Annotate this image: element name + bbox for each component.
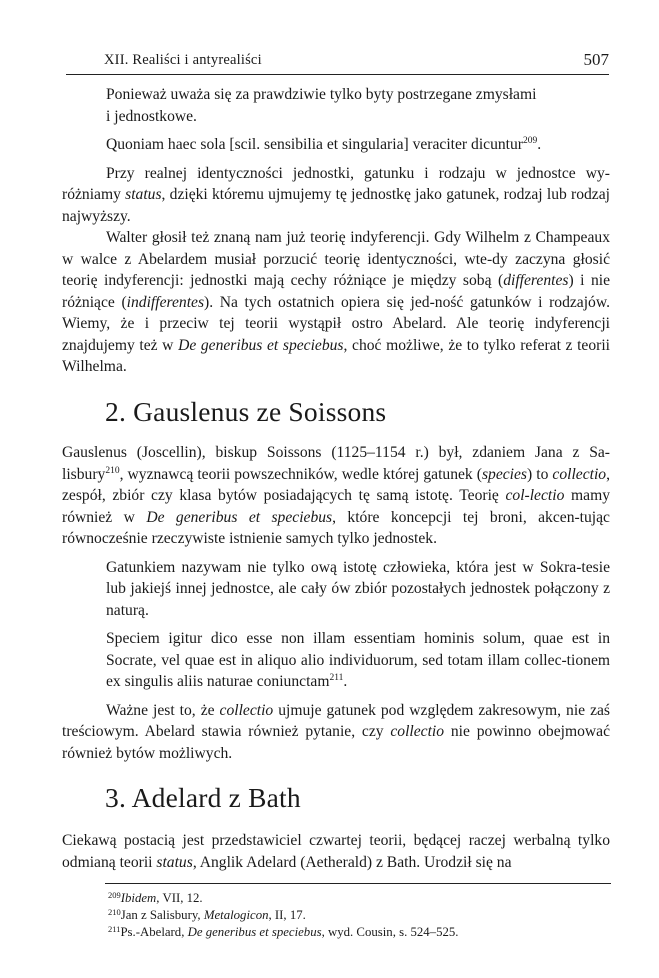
- footnote-ref-211[interactable]: 211: [329, 673, 344, 683]
- footnote-divider: [105, 883, 611, 884]
- quote-polish: Ponieważ uważa się za prawdziwie tylko byty postrzegane zmysłami i jednostkowe.: [106, 86, 537, 125]
- running-header: [66, 50, 609, 75]
- text-block-gauslenus: [62, 442, 610, 764]
- quote-latin-speciem: Speciem igitur dico esse non illam essentiam hominis solum, quae est in Socrate, vel quae est in aliquo alio individuorum, sed totam illam collec-tionem ex singulis aliis naturae coniunctam$^{211}$.: [106, 630, 610, 690]
- paragraph-status: Przy realnej identyczności jednostki, gatunku i rodzaju w jednostce wy-różniamy status, dzięki któremu ujmujemy tę jednostkę jako gatunek, rodzaj lub rodzaj najwyższy.: [62, 164, 610, 225]
- quote-polish-gatunek: Gatunkiem nazywam nie tylko ową istotę człowieka, która jest w Sokra-tesie lub jakiejś innej jednostce, ale cały ów zbiór pozostałych jednostek połączony z naturą.: [106, 558, 610, 619]
- footnote-ref-209[interactable]: 209: [523, 136, 538, 146]
- paragraph-indifference: Walter głosił też znaną nam już teorię indyferencji. Gdy Wilhelm z Champeaux w walce z Abelardem musiał porzucić teorię identyczności, wte-dy zaczyna głosić teorię indyferencji: jednostki mają cechy różniące je między sobą (differentes) i nie różniące (indifferentes). Na tych ostatnich opiera się jed-ność gatunków i rodzajów. Wiemy, że i przeciw tej teorii wystąpił ostro Abelard. Ale teorię indyferencji znajdujemy też w De generibus et speciebus, choć możliwe, że to tylko referat z teorii Wilhelma.: [62, 229, 611, 375]
- paragraph-collectio: Ważne jest to, że collectio ujmuje gatunek pod względem zakresowym, nie zaś treściowym. Abelard stawia również pytanie, czy collectio nie powinno obejmować również bytów możliwych.: [62, 701, 610, 762]
- paragraph-gauslenus: Gauslenus (Joscellin), biskup Soissons (1125–1154 r.) był, zdaniem Jana z Sa-lisbury$^{210}$, wyznawcą teorii powszechników, wedle której gatunek (species) to collectio, zespół, zbiór czy klasa bytów posiadających tę samą istotę. Teorię col-lectio mamy również w De generibus et speciebus, które koncepcji tej broni, akcen-tując równocześnie rzeczywiste istnienie samych tylko jednostek.: [62, 444, 610, 547]
- footnote-209: $^{209}$Ibidem, VII, 12.: [108, 890, 203, 905]
- footnote-210: $^{210}$Jan z Salisbury, Metalogicon, II, 17.: [108, 907, 306, 922]
- section-heading-gauslenus: 2. Gauslenus ze Soissons: [105, 396, 387, 427]
- footnotes: [108, 890, 458, 941]
- page-number: 507: [583, 50, 609, 69]
- text-block-adelard: [62, 830, 610, 873]
- section-heading-adelard: 3. Adelard z Bath: [105, 782, 301, 813]
- quote-latin: Quoniam haec sola [scil. sensibilia et singularia] veraciter dicuntur$^{209}$.: [106, 136, 542, 153]
- footnote-ref-210[interactable]: 210: [105, 465, 120, 476]
- text-block-top: [62, 84, 610, 378]
- running-title: XII. Realiści i antyrealiści: [104, 52, 262, 68]
- paragraph-adelard: Ciekawą postacią jest przedstawiciel czwartej teorii, będącej raczej werbalną tylko odmianą teorii status, Anglik Adelard (Aetherald) z Bath. Urodził się na: [62, 832, 610, 871]
- footnote-211: $^{211}$Ps.-Abelard, De generibus et speciebus, wyd. Cousin, s. 524–525.: [108, 924, 459, 939]
